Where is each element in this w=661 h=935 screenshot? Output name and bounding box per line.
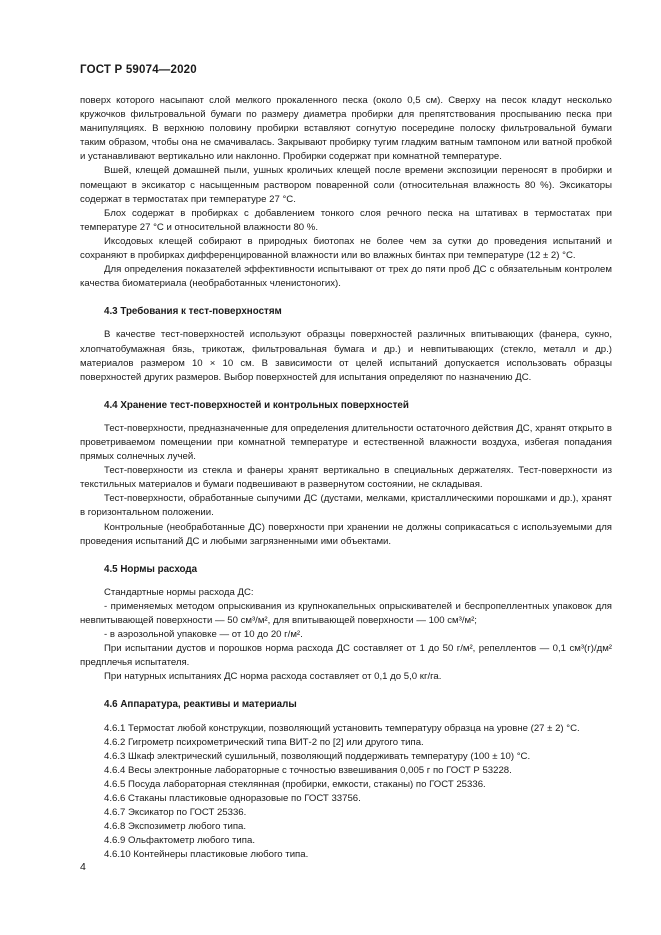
list-item: 4.6.6 Стаканы пластиковые одноразовые по ГОСТ 33756. [104, 793, 361, 805]
paragraph: Блох содержат в пробирках с добавлением тонкого слоя речного песка на штативах в термостатах при температуре 27 °С и относительной влажности 80 %. [80, 207, 612, 233]
list-item: 4.6.2 Гигрометр психрометрический типа ВИТ-2 по [2] или другого типа. [104, 736, 424, 748]
list-item: 4.6.9 Ольфактометр любого типа. [104, 835, 255, 847]
paragraph: В качестве тест-поверхностей используют образцы поверхностей различных впитывающих (фанера, сукно, хлопчатобумажная бязь, трикотаж, фильтровальная бумага и др.) и невпитывающих (стекло, металл и др.) материалов размером 10 × 10 см. В зависимости от целей испытаний допускается использовать образцы поверхностей других размеров. Выбор поверхностей для испытания определяют по назначению ДС. [80, 329, 612, 383]
paragraph: Иксодовых клещей собирают в природных биотопах не более чем за сутки до проведения испытаний и сохраняют в пробирках дифференцированной влажности или во влажных бинтах при температуре (12 ± 2) °С. [80, 235, 612, 262]
paragraph: Контрольные (необработанные ДС) поверхности при хранении не должны соприкасаться с используемыми для проведения испытаний ДС и любыми загрязненными ими объектами. [80, 521, 612, 547]
list-item: 4.6.4 Весы электронные лабораторные с точностью взвешивания 0,005 г по ГОСТ Р 53228. [104, 764, 512, 776]
list-item: 4.6.10 Контейнеры пластиковые любого типа. [104, 849, 309, 861]
paragraph: При испытании дустов и порошков норма расхода ДС составляет от 1 до 50 г/м², репеллентов — 0,1 см³(г)/дм² предплечья испытателя. [80, 643, 612, 669]
list-item: 4.6.5 Посуда лабораторная стеклянная (пробирки, емкости, стаканы) по ГОСТ 25336. [104, 778, 486, 790]
section-heading: 4.3 Требования к тест-поверхностям [104, 306, 282, 318]
section-heading: 4.6 Аппаратура, реактивы и материалы [104, 699, 297, 711]
list-item: 4.6.1 Термостат любой конструкции, позволяющий установить температуру образца на уровне (27 ± 2) °С. [104, 722, 580, 734]
paragraph: поверх которого насыпают слой мелкого прокаленного песка (около 0,5 см). Сверху на песок кладут несколько кружочков фильтровальной бумаги по размеру диаметра пробирки для препятствования проспыванию песка при манипуляциях. В верхнюю половину пробирки вставляют согнутую посередине полоску фильтровальной бумаги таким образом, чтобы она не смачивалась. Закрывают пробирку тугим гладким ватным тампоном или ватной пробкой и устанавливают вертикально или наклонно. Пробирки содержат при комнатной температуре. [80, 95, 612, 163]
document-header: ГОСТ Р 59074—2020 [80, 64, 197, 76]
section-heading: 4.5 Нормы расхода [104, 563, 198, 575]
paragraph: Тест-поверхности, предназначенные для определения длительности остаточного действия ДС, хранят открыто в проветриваемом помещении при комнатной температуре и естественной влажности воздуха, избегая попадания прямых солнечных лучей. [80, 422, 612, 463]
list-item: 4.6.3 Шкаф электрический сушильный, позволяющий поддерживать температуру (100 ± 10) °С. [104, 750, 531, 762]
page-number: 4 [80, 861, 86, 873]
list-item: 4.6.7 Эксикатор по ГОСТ 25336. [104, 807, 247, 819]
paragraph: Вшей, клещей домашней пыли, ушных кроличьих клещей после времени экспозиции переносят в пробирки и помещают в эксикатор с насыщенным раствором поваренной соли (относительная влажность 80 %). Эксикаторы содержат в термостатах при температуре 27 °С. [80, 165, 612, 205]
section-heading: 4.4 Хранение тест-поверхностей и контрольных поверхностей [104, 399, 409, 411]
paragraph: - применяемых методом опрыскивания из крупнокапельных опрыскивателей и беспропеллентных упаковок для невпитывающей поверхности — 50 см³/м², для впитывающей поверхности — 100 см³/м²; [80, 600, 612, 626]
paragraph: Тест-поверхности из стекла и фанеры хранят вертикально в специальных держателях. Тест-поверхности из текстильных материалов и бумаги подвешивают в развернутом состоянии, не складывая. [80, 465, 612, 491]
paragraph: - в аэрозольной упаковке — от 10 до 20 г/м². [104, 629, 303, 641]
paragraph: Стандартные нормы расхода ДС: [104, 586, 254, 598]
paragraph: Для определения показателей эффективности испытывают от трех до пяти проб ДС с обязательным контролем качества биоматериала (необработанных членистоногих). [80, 264, 612, 290]
list-item: 4.6.8 Экспозиметр любого типа. [104, 821, 247, 833]
document-body [80, 94, 612, 863]
paragraph: Тест-поверхности, обработанные сыпучими ДС (дустами, мелками, кристаллическими порошками и др.), хранят в горизонтальном положении. [80, 493, 612, 519]
paragraph: При натурных испытаниях ДС норма расхода составляет от 0,1 до 5,0 кг/га. [104, 671, 442, 683]
